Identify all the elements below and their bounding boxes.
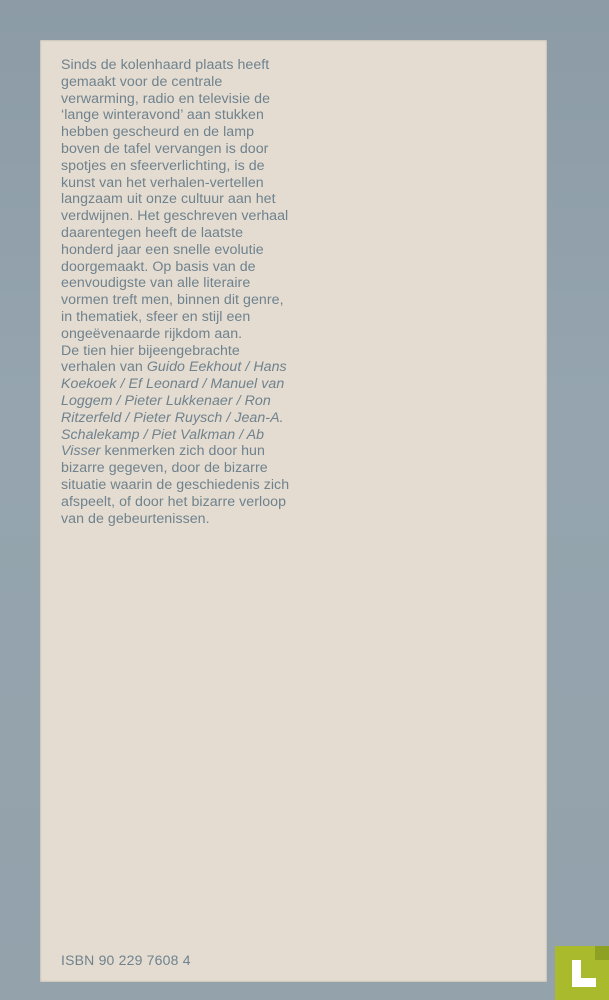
author-names: Koekoek / Ef Leonard / Manuel van xyxy=(61,376,285,393)
blurb-line: langzaam uit onze cultuur aan het xyxy=(61,191,276,208)
blurb-line: afspeelt, of door het bizarre verloop xyxy=(61,493,287,510)
author-names: Guido Eekhout / Hans xyxy=(146,359,287,376)
blurb-line: verwarming, radio en televisie de xyxy=(61,90,271,107)
authors-line xyxy=(61,443,351,460)
authors-line xyxy=(61,427,351,444)
blurb-line: doorgemaakt. Op basis van de xyxy=(61,258,256,275)
blurb-line: honderd jaar een snelle evolutie xyxy=(61,241,264,258)
blurb-line: hebben gescheurd en de lamp xyxy=(61,124,255,141)
blurb-line: ‘lange winteravond’ aan stukken xyxy=(61,107,264,124)
authors-suffix: kenmerken zich door hun xyxy=(100,443,265,460)
blurb-line: kunst van het verhalen-vertellen xyxy=(61,174,264,191)
authors-line xyxy=(61,410,351,427)
blurb-line: ongeëvenaarde rijkdom aan. xyxy=(61,325,243,342)
authors-line xyxy=(61,359,351,376)
authors-line xyxy=(61,393,351,410)
author-names: Ritzerfeld / Pieter Ruysch / Jean-A. xyxy=(61,409,284,426)
blurb-line: boven de tafel vervangen is door xyxy=(61,140,269,157)
authors-prefix: verhalen van xyxy=(61,359,147,376)
blurb-line: Sinds de kolenhaard plaats heeft xyxy=(61,57,270,73)
blurb-line: verdwijnen. Het geschreven verhaal xyxy=(61,208,289,225)
blurb-line: van de gebeurtenissen. xyxy=(61,510,210,527)
author-names: Schalekamp / Piet Valkman / Ab xyxy=(61,426,265,443)
blurb-line: eenvoudigste van alle literaire xyxy=(61,275,251,292)
blurb-text xyxy=(61,57,351,527)
isbn-number: ISBN 90 229 7608 4 xyxy=(61,952,191,968)
publisher-l-logo-icon xyxy=(555,946,609,1000)
blurb-line: vormen treft men, binnen dit genre, xyxy=(61,292,284,309)
authors-line xyxy=(61,376,351,393)
author-names: Visser xyxy=(61,443,101,460)
blurb-line: situatie waarin de geschiedenis zich xyxy=(61,476,290,493)
blurb-line: in thematiek, sfeer en stijl een xyxy=(61,308,251,325)
logo-l-foot xyxy=(572,978,596,987)
logo-corner xyxy=(595,946,609,960)
blurb-line: De tien hier bijeengebrachte xyxy=(61,342,240,359)
blurb-line: bizarre gegeven, door de bizarre xyxy=(61,460,268,477)
blurb-line: daarentegen heeft de laatste xyxy=(61,224,244,241)
blurb-line: gemaakt voor de centrale xyxy=(61,73,223,90)
text-panel xyxy=(40,40,547,982)
blurb-line: spotjes en sfeerverlichting, is de xyxy=(61,157,265,174)
author-names: Loggem / Pieter Lukkenaer / Ron xyxy=(61,392,271,409)
